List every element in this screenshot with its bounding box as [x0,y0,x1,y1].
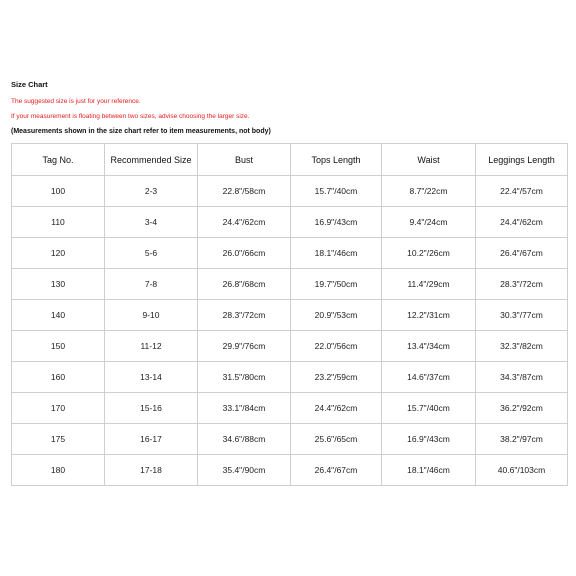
cell-leggings-length: 24.4"/62cm [476,207,568,238]
cell-waist: 18.1"/46cm [382,455,476,486]
cell-bust: 26.8"/68cm [198,269,291,300]
cell-tag-no: 150 [12,331,105,362]
cell-tops-length: 23.2"/59cm [291,362,382,393]
column-header-recommended-size: Recommended Size [105,144,198,176]
cell-tag-no: 160 [12,362,105,393]
cell-bust: 31.5"/80cm [198,362,291,393]
table-row [12,424,568,455]
cell-tag-no: 180 [12,455,105,486]
cell-bust: 29.9"/76cm [198,331,291,362]
cell-recommended-size: 17-18 [105,455,198,486]
cell-bust: 24.4"/62cm [198,207,291,238]
cell-recommended-size: 9-10 [105,300,198,331]
cell-leggings-length: 40.6"/103cm [476,455,568,486]
cell-bust: 33.1"/84cm [198,393,291,424]
column-header-tag-no: Tag No. [12,144,105,176]
table-row [12,207,568,238]
cell-waist: 16.9"/43cm [382,424,476,455]
table-row [12,176,568,207]
cell-tops-length: 19.7"/50cm [291,269,382,300]
cell-tag-no: 100 [12,176,105,207]
cell-leggings-length: 36.2"/92cm [476,393,568,424]
cell-recommended-size: 5-6 [105,238,198,269]
table-row [12,331,568,362]
table-row [12,455,568,486]
table-row [12,362,568,393]
cell-bust: 26.0"/66cm [198,238,291,269]
cell-tag-no: 120 [12,238,105,269]
cell-bust: 34.6"/88cm [198,424,291,455]
column-header-waist: Waist [382,144,476,176]
cell-tops-length: 16.9"/43cm [291,207,382,238]
cell-waist: 11.4"/29cm [382,269,476,300]
size-chart-table [11,143,568,486]
cell-waist: 13.4"/34cm [382,331,476,362]
cell-tops-length: 20.9"/53cm [291,300,382,331]
cell-leggings-length: 22.4"/57cm [476,176,568,207]
table-row [12,300,568,331]
header-row [12,144,568,176]
cell-waist: 12.2"/31cm [382,300,476,331]
size-chart-notes [11,80,566,137]
cell-waist: 15.7"/40cm [382,393,476,424]
cell-tops-length: 15.7"/40cm [291,176,382,207]
cell-leggings-length: 34.3"/87cm [476,362,568,393]
cell-leggings-length: 26.4"/67cm [476,238,568,269]
cell-waist: 9.4"/24cm [382,207,476,238]
cell-recommended-size: 15-16 [105,393,198,424]
cell-recommended-size: 7-8 [105,269,198,300]
cell-tops-length: 18.1"/46cm [291,238,382,269]
table-row [12,393,568,424]
cell-waist: 10.2"/26cm [382,238,476,269]
size-chart-body [12,176,568,486]
table-row [12,238,568,269]
cell-bust: 35.4"/90cm [198,455,291,486]
cell-recommended-size: 16-17 [105,424,198,455]
cell-tops-length: 22.0"/56cm [291,331,382,362]
cell-leggings-length: 32.3"/82cm [476,331,568,362]
reference-note: The suggested size is just for your reference. [11,98,141,105]
measurement-note: (Measurements shown in the size chart refer to item measurements, not body) [11,128,271,135]
cell-leggings-length: 28.3"/72cm [476,269,568,300]
cell-leggings-length: 30.3"/77cm [476,300,568,331]
cell-bust: 28.3"/72cm [198,300,291,331]
cell-tops-length: 24.4"/62cm [291,393,382,424]
column-header-tops-length: Tops Length [291,144,382,176]
column-header-leggings-length: Leggings Length [476,144,568,176]
cell-tag-no: 140 [12,300,105,331]
cell-recommended-size: 11-12 [105,331,198,362]
cell-tag-no: 175 [12,424,105,455]
cell-tag-no: 110 [12,207,105,238]
cell-tops-length: 25.6"/65cm [291,424,382,455]
size-chart-header [12,144,568,176]
cell-waist: 8.7"/22cm [382,176,476,207]
cell-bust: 22.8"/58cm [198,176,291,207]
cell-recommended-size: 3-4 [105,207,198,238]
cell-tops-length: 26.4"/67cm [291,455,382,486]
cell-recommended-size: 13-14 [105,362,198,393]
cell-tag-no: 130 [12,269,105,300]
cell-leggings-length: 38.2"/97cm [476,424,568,455]
cell-waist: 14.6"/37cm [382,362,476,393]
cell-tag-no: 170 [12,393,105,424]
table-row [12,269,568,300]
column-header-bust: Bust [198,144,291,176]
larger-size-note: If your measurement is floating between two sizes, advise choosing the larger size. [11,113,250,120]
cell-recommended-size: 2-3 [105,176,198,207]
size-chart-title: Size Chart [11,80,48,89]
